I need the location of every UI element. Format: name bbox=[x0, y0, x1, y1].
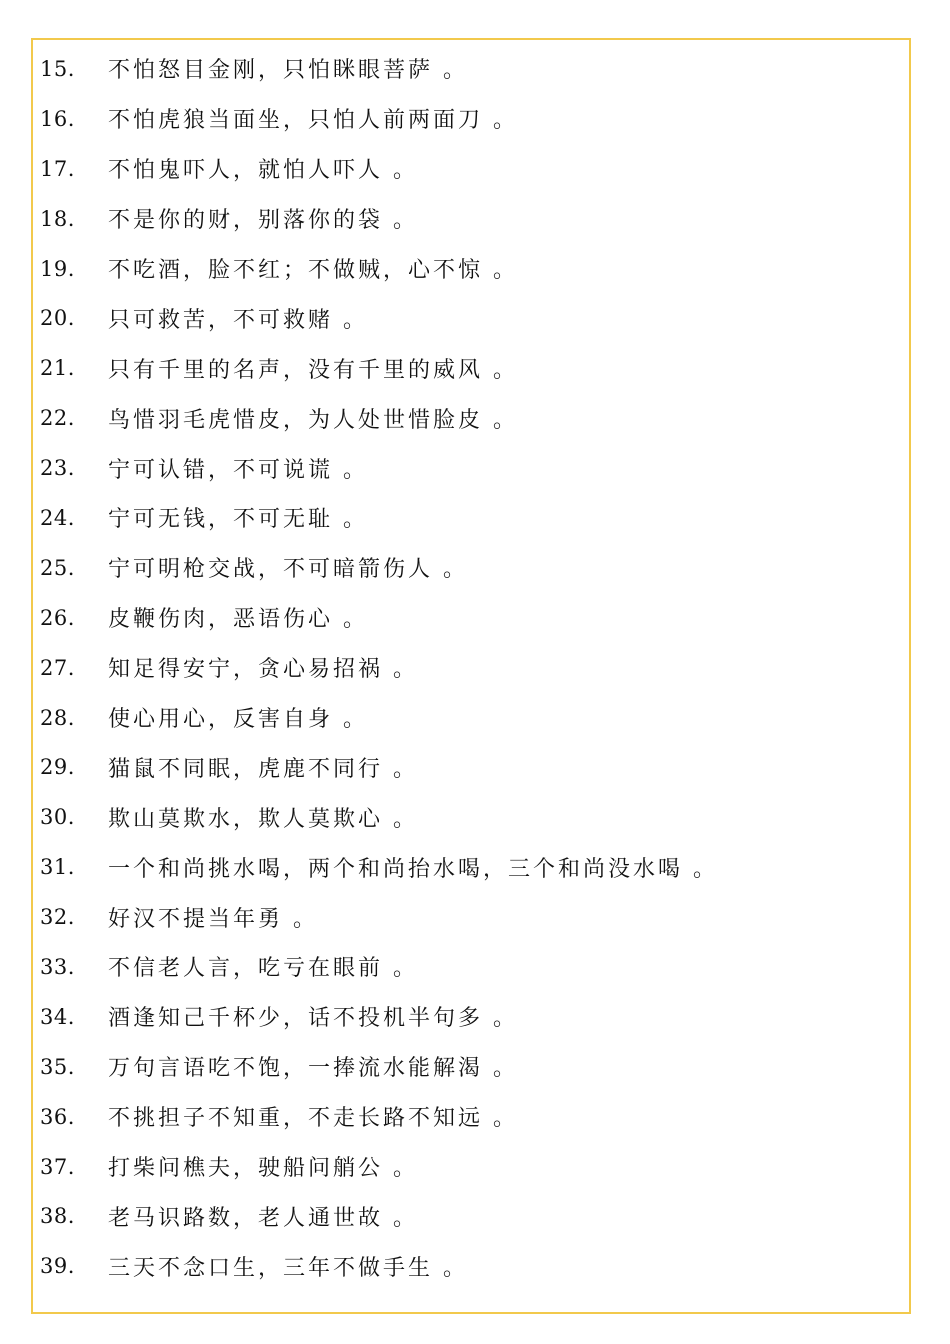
list-item bbox=[40, 293, 718, 343]
proverb-text: 酒逢知己千杯少，话不投机半句多 。 bbox=[108, 1006, 518, 1032]
proverb-number: 19. bbox=[40, 256, 75, 281]
list-item bbox=[40, 1092, 718, 1142]
proverb-text: 打柴问樵夫，驶船问艄公 。 bbox=[108, 1156, 418, 1182]
list-item bbox=[40, 593, 718, 643]
proverb-number: 17. bbox=[40, 156, 75, 181]
list-item bbox=[40, 493, 718, 543]
list-item bbox=[40, 1191, 718, 1241]
list-item bbox=[40, 194, 718, 244]
list-item bbox=[40, 443, 718, 493]
proverb-number: 33. bbox=[40, 954, 75, 979]
list-item bbox=[40, 942, 718, 992]
proverb-text: 只有千里的名声，没有千里的威风 。 bbox=[108, 357, 518, 383]
proverb-number: 29. bbox=[40, 755, 75, 780]
proverb-text: 不怕怒目金刚，只怕眯眼菩萨 。 bbox=[108, 58, 468, 84]
list-item bbox=[40, 244, 718, 294]
proverb-number: 18. bbox=[40, 206, 75, 231]
list-item bbox=[40, 742, 718, 792]
list-item bbox=[40, 1142, 718, 1192]
proverb-text: 不信老人言，吃亏在眼前 。 bbox=[108, 956, 418, 982]
list-item bbox=[40, 1241, 718, 1291]
proverb-number: 39. bbox=[40, 1254, 75, 1279]
proverb-text: 好汉不提当年勇 。 bbox=[108, 906, 318, 932]
proverb-number: 28. bbox=[40, 705, 75, 730]
proverb-number: 27. bbox=[40, 655, 75, 680]
proverb-number: 22. bbox=[40, 406, 75, 431]
proverb-number: 35. bbox=[40, 1054, 75, 1079]
proverb-number: 26. bbox=[40, 605, 75, 630]
list-item bbox=[40, 393, 718, 443]
proverb-number: 23. bbox=[40, 456, 75, 481]
proverb-text: 欺山莫欺水，欺人莫欺心 。 bbox=[108, 806, 418, 832]
proverb-text: 使心用心，反害自身 。 bbox=[108, 707, 368, 733]
proverb-text: 不吃酒，脸不红；不做贼，心不惊 。 bbox=[108, 258, 518, 283]
list-item bbox=[40, 792, 718, 842]
list-item bbox=[40, 94, 718, 144]
list-item bbox=[40, 543, 718, 593]
proverb-text: 宁可认错，不可说谎 。 bbox=[108, 457, 368, 483]
proverb-number: 31. bbox=[40, 855, 75, 880]
list-item bbox=[40, 693, 718, 743]
proverb-text: 猫鼠不同眠，虎鹿不同行 。 bbox=[108, 756, 418, 782]
proverb-number: 37. bbox=[40, 1154, 75, 1179]
list-item bbox=[40, 1042, 718, 1092]
proverb-text: 一个和尚挑水喝，两个和尚抬水喝，三个和尚没水喝 。 bbox=[108, 856, 718, 882]
proverb-text: 皮鞭伤肉，恶语伤心 。 bbox=[108, 607, 368, 633]
list-item bbox=[40, 343, 718, 393]
proverb-text: 只可救苦，不可救赌 。 bbox=[108, 307, 368, 333]
proverb-text: 不怕虎狼当面坐，只怕人前两面刀 。 bbox=[108, 108, 518, 134]
proverb-text: 宁可无钱，不可无耻 。 bbox=[108, 507, 368, 533]
proverb-number: 36. bbox=[40, 1104, 75, 1129]
proverb-text: 不怕鬼吓人，就怕人吓人 。 bbox=[108, 158, 418, 184]
proverb-number: 34. bbox=[40, 1004, 75, 1029]
list-item bbox=[40, 44, 718, 94]
list-item bbox=[40, 643, 718, 693]
proverb-text: 三天不念口生，三年不做手生 。 bbox=[108, 1255, 468, 1281]
proverb-text: 不挑担子不知重，不走长路不知远 。 bbox=[108, 1106, 518, 1132]
proverb-number: 16. bbox=[40, 106, 75, 131]
proverb-number: 24. bbox=[40, 505, 75, 530]
proverb-text: 知足得安宁，贪心易招祸 。 bbox=[108, 657, 418, 683]
proverb-number: 32. bbox=[40, 905, 75, 930]
proverb-number: 25. bbox=[40, 555, 75, 580]
proverb-number: 38. bbox=[40, 1204, 75, 1229]
proverb-text: 宁可明枪交战，不可暗箭伤人 。 bbox=[108, 557, 468, 583]
list-item bbox=[40, 992, 718, 1042]
proverb-text: 老马识路数，老人通世故 。 bbox=[108, 1205, 418, 1231]
list-item bbox=[40, 892, 718, 942]
proverb-number: 20. bbox=[40, 306, 75, 331]
proverb-number: 15. bbox=[40, 56, 75, 81]
list-item bbox=[40, 144, 718, 194]
proverb-text: 鸟惜羽毛虎惜皮，为人处世惜脸皮 。 bbox=[108, 407, 518, 433]
proverb-text: 不是你的财，别落你的袋 。 bbox=[108, 208, 418, 234]
proverb-list bbox=[40, 44, 718, 1291]
proverb-number: 21. bbox=[40, 356, 75, 381]
list-item bbox=[40, 842, 718, 892]
proverb-text: 万句言语吃不饱，一捧流水能解渴 。 bbox=[108, 1056, 518, 1082]
proverb-number: 30. bbox=[40, 805, 75, 830]
